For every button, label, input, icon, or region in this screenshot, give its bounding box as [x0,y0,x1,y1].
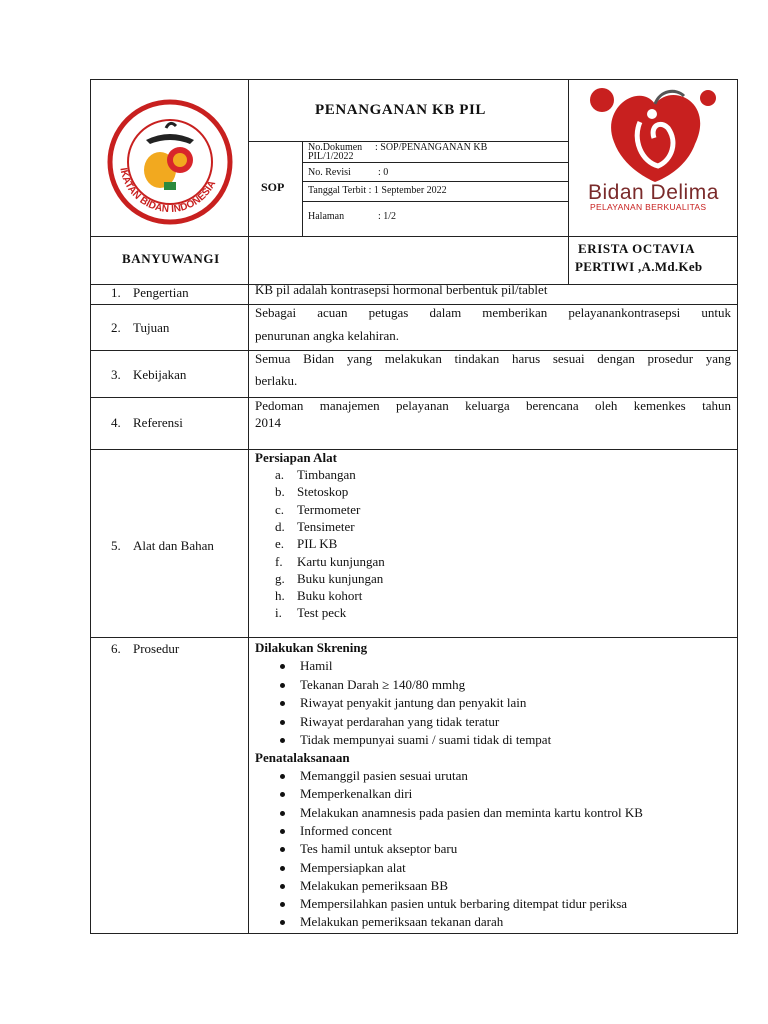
row-number: 3. [111,367,121,382]
bullet-icon [280,738,285,743]
penatalaksanaan-list [280,768,730,933]
alat-item-marker: i. [275,605,282,621]
ibi-logo-text: IKATAN BIDAN INDONESIA [117,167,219,216]
penatalaksanaan-heading: Penatalaksanaan [255,750,350,765]
alat-item-text: Buku kunjungan [297,570,384,586]
skrening-heading: Dilakukan Skrening [255,640,368,655]
tanggal-terbit: Tanggal Terbit : 1 September 2022 [308,185,447,196]
penatalaksanaan-item-text: Memanggil pasien sesuai urutan [300,768,468,783]
bullet-icon [280,774,285,779]
alat-item-marker: b. [275,484,285,500]
referensi-text-line-2: 2014 [255,415,281,430]
alat-item-marker: e. [275,536,285,552]
signer-line-2: PERTIWI ,A.Md.Keb [575,259,703,274]
alat-item-text: Tensimeter [297,518,355,534]
revisi-value: : 0 [378,167,389,178]
row-label-referensi: Referensi [133,415,183,430]
divider [568,79,569,285]
doc-no-label: No.Dokumen [308,142,363,153]
bullet-icon [280,902,285,907]
alat-item-text: Stetoskop [297,484,349,500]
divider [302,181,568,182]
divider [90,449,738,450]
penatalaksanaan-item-text: Melakukan anamnesis pada pasien dan meminta kartu kontrol KB [300,804,643,820]
row-label-alat: Alat dan Bahan [133,538,214,553]
row-number: 1. [111,285,121,300]
alat-list [275,467,575,627]
doc-no-value: : SOP/PENANGANAN KB [375,142,488,153]
alat-item-text: PIL KB [297,536,338,552]
revisi-label: No. Revisi [308,167,351,178]
bullet-icon [280,811,285,816]
bidan-delima-title: Bidan Delima [588,181,719,204]
tujuan-text-line-2: penurunan angka kelahiran. [255,328,400,343]
halaman-label: Halaman [308,211,345,222]
divider [302,141,303,236]
divider [302,162,568,163]
alat-item-marker: g. [275,570,285,586]
row-label-tujuan: Tujuan [133,320,170,335]
alat-item-text: Test peck [297,605,347,621]
alat-item-marker: h. [275,588,285,604]
skrening-item-text: Hamil [300,658,333,673]
bullet-icon [280,720,285,725]
bullet-icon [280,683,285,688]
bullet-icon [280,847,285,852]
row-label-kebijakan: Kebijakan [133,367,187,382]
kebijakan-text-line-2: berlaku. [255,373,298,388]
halaman-value: : 1/2 [378,211,397,222]
skrening-item-text: Riwayat perdarahan yang tidak teratur [300,713,500,729]
bullet-icon [280,792,285,797]
row-number: 4. [111,415,121,430]
skrening-item-text: Tekanan Darah ≥ 140/80 mmhg [300,676,466,692]
divider [248,79,249,934]
bidan-delima-logo [580,82,730,212]
row-number: 2. [111,320,121,335]
alat-item-marker: f. [275,553,283,569]
divider [302,201,568,202]
alat-item-text: Termometer [297,501,361,517]
row-label-pengertian: Pengertian [133,285,189,300]
penatalaksanaan-item-text: Informed concent [300,822,393,838]
alat-item-marker: c. [275,501,285,517]
bullet-icon [280,829,285,834]
alat-item-text: Kartu kunjungan [297,553,385,569]
bullet-icon [280,920,285,925]
row-number: 6. [111,641,121,656]
document-title: PENANGANAN KB PIL [315,102,487,118]
referensi-text-line-1: Pedoman manajemen pelayanan keluarga berencana oleh kemenkes tahun [255,398,731,413]
alat-item-marker: d. [275,518,285,534]
doc-no-value-2: PIL/1/2022 [308,151,354,162]
skrening-item-text: Tidak mempunyai suami / suami tidak di tempat [300,732,552,747]
alat-item-marker: a. [275,467,285,482]
ibi-logo [106,98,234,226]
alat-item-text: Timbangan [297,467,356,482]
bullet-icon [280,866,285,871]
divider [90,637,738,638]
bullet-icon [280,664,285,669]
penatalaksanaan-item-text: Melakukan pemeriksaan tekanan darah [300,914,504,930]
skrening-list [280,658,730,750]
tujuan-text-line-1: Sebagai acuan petugas dalam memberikan pelayanankontrasepsi untuk [255,305,731,320]
kebijakan-text-line-1: Semua Bidan yang melakukan tindakan harus sesuai dengan prosedur yang [255,351,731,366]
divider [90,236,738,237]
penatalaksanaan-item-text: Memperkenalkan diri [300,786,413,802]
sop-label: SOP [261,180,285,194]
penatalaksanaan-item-text: Melakukan pemeriksaan BB [300,877,449,893]
pengertian-text: KB pil adalah kontrasepsi hormonal berbentuk pil/tablet [255,282,548,297]
row-label-prosedur: Prosedur [133,641,180,656]
penatalaksanaan-item-text: Tes hamil untuk akseptor baru [300,841,458,857]
alat-item-text: Buku kohort [297,588,363,604]
signer-line-1: ERISTA OCTAVIA [578,241,696,256]
location: BANYUWANGI [122,251,220,266]
bidan-delima-subtitle: PELAYANAN BERKUALITAS [590,202,707,212]
bullet-icon [280,884,285,889]
alat-heading: Persiapan Alat [255,450,337,465]
bullet-icon [280,701,285,706]
penatalaksanaan-item-text: Mempersiapkan alat [300,859,406,875]
skrening-item-text: Riwayat penyakit jantung dan penyakit lain [300,695,527,710]
row-number: 5. [111,538,121,553]
penatalaksanaan-item-text: Mempersilahkan pasien untuk berbaring ditempat tidur periksa [300,896,628,912]
